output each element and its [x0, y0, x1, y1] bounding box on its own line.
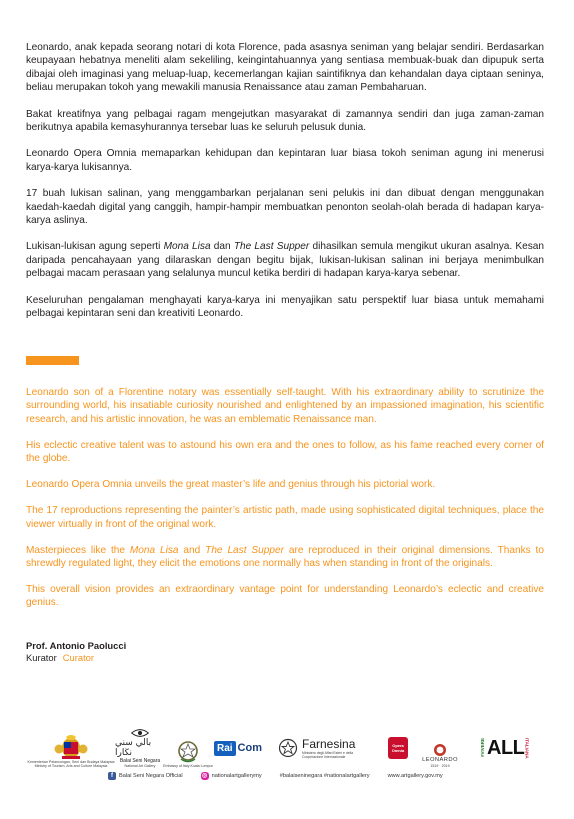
- english-mona-lisa-title: Mona Lisa: [129, 544, 179, 556]
- malay-p5-before: Lukisan-lukisan agung seperti: [26, 241, 164, 253]
- english-p5-after: are reproduced in their original dimensions. Thanks to shrewdly regulated light, they elicit the emotions one normally has when standing in front of the originals.: [26, 544, 544, 570]
- facebook-icon: f: [108, 772, 116, 780]
- malay-paragraph-2: Bakat kreatifnya yang pelbagai ragam mengejutkan masyarakat di zamannya sendiri dan juga zaman-zaman berikutnya apabila kemasyhurannya tersebar luas ke seluruh pelusuk dunia.: [26, 108, 544, 134]
- ministry-logo: [27, 728, 115, 768]
- malaysia-crest-icon: [54, 734, 88, 760]
- ministry-caption-2: Ministry of Tourism, Arts and Culture Malaysia: [34, 764, 108, 768]
- italian-emblem-logo: [163, 728, 213, 768]
- footer-instagram[interactable]: [201, 772, 262, 780]
- malay-p5-and: dan: [210, 241, 234, 253]
- footer-facebook[interactable]: [108, 772, 183, 780]
- farnesina-emblem-icon: [278, 737, 298, 759]
- italiana-text: ITALIANA: [524, 737, 530, 759]
- raicom-rai: Rai: [214, 741, 236, 756]
- facebook-label: Balai Seni Negara Official: [119, 773, 183, 779]
- instagram-label: nationalartgallerymy: [211, 773, 262, 779]
- malay-last-supper-title: The Last Supper: [233, 241, 310, 253]
- signature-role: [26, 652, 126, 664]
- vivere-all-italiana-logo: [480, 728, 550, 768]
- english-paragraph-2: His eclectic creative talent was to astound his own era and the ones to follow, as his fame reached every corner of the globe.: [26, 439, 544, 465]
- footer-hashtags: [280, 773, 370, 779]
- ministry-caption-1: Kementerian Pelancongan, Seni dan Budaya Malaysia: [27, 760, 115, 764]
- english-last-supper-title: The Last Supper: [205, 544, 284, 556]
- farnesina-logo: [278, 728, 372, 768]
- english-p5-before: Masterpieces like the: [26, 544, 130, 556]
- malay-paragraph-1: Leonardo, anak kepada seorang notari di kota Florence, pada asasnya seniman yang belajar sendiri. Berdasarkan keupayaan hebatnya meneliti alam sekeliling, keingintahuannya yang sentiasa membuak-buak dan dipupuk serta dibajai oleh imaginasi yang meluap-luap, kecemerlangan kajian saintifiknya dan kehandalan daya ciptaan seninya, beliau merupakan tokoh yang mewakili manusia Renaissance atau zaman Pembaharuan.: [26, 42, 544, 94]
- balai-seni-eye-icon: [129, 728, 151, 738]
- raicom-wordmark: [214, 741, 262, 756]
- leonardo-500-logo: [420, 728, 460, 768]
- farnesina-name: Farnesina: [302, 737, 356, 751]
- bsn-name: Balai Seni Negara: [119, 758, 161, 764]
- opera-omnia-badge: Opera Omnia: [388, 737, 408, 759]
- malay-mona-lisa-title: Mona Lisa: [163, 241, 211, 253]
- malay-paragraph-3: Leonardo Opera Omnia memaparkan kehidupan dan kepintaran luar biasa tokoh seniman agung ini menerusi karya-karya lukisannya.: [26, 148, 544, 173]
- signature-block: [26, 640, 126, 665]
- malay-paragraph-6: Keseluruhan pengalaman menghayati karya-karya ini menyajikan satu perspektif luar biasa untuk memahami pelbagai kepintaran seni dan kreativiti Leonardo.: [26, 294, 544, 320]
- hashtags-label: #balaiseninegara #nationalartgallery: [279, 773, 370, 779]
- english-paragraph-5: [26, 544, 544, 571]
- bsn-script: بالي سني نڬارا: [115, 738, 152, 758]
- opera-omnia-logo: [386, 728, 410, 768]
- english-paragraph-6: This overall vision provides an extraordinary vantage point for understanding Leonardo’s eclectic and creative genius.: [26, 584, 544, 609]
- all-text: ALL: [487, 736, 525, 759]
- leonardo-name: LEONARDO: [422, 757, 458, 763]
- role-english: Curator: [62, 652, 95, 664]
- italian-emblem-icon: [177, 740, 199, 764]
- embassy-caption: Embassy of Italy Kuala Lumpur: [163, 764, 213, 768]
- raicom-com: Com: [237, 742, 262, 754]
- english-p5-and: and: [178, 544, 206, 556]
- website-label: www.artgallery.gov.my: [387, 773, 443, 779]
- vivere-text: #VIVERE: [480, 738, 485, 758]
- english-section: [26, 386, 544, 622]
- footer-social: [108, 771, 461, 781]
- leonardo-years: 1519 · 2019: [430, 764, 450, 768]
- farnesina-text: [302, 737, 368, 759]
- role-malay: Kurator: [26, 652, 57, 664]
- leonardo-medallion-icon: [430, 743, 450, 757]
- english-paragraph-1: Leonardo son of a Florentine notary was essentially self-taught. With his extraordinary ability to scrutinize the surrounding world, his insatiable curiosity nourished and enlightened by an impassioned imagination, his scientific research, and his artistic innovation, he was an emblematic Renaissance man.: [26, 387, 544, 425]
- malay-paragraph-4: 17 buah lukisan salinan, yang menggambarkan perjalanan seni pelukis ini dan dibuat dengan menggunakan kaedah-kaedah digital yang canggih, hampir-hampir membuatkan penonton seolah-olah berada di hadapan karya-karya aslinya.: [26, 188, 544, 227]
- malay-paragraph-5: [26, 240, 544, 280]
- footer-website[interactable]: [388, 773, 443, 779]
- instagram-icon: ◎: [202, 773, 208, 779]
- balai-seni-negara-logo: [115, 728, 165, 768]
- partner-logos: [27, 728, 550, 768]
- bsn-sub: National Art Gallery: [124, 764, 156, 768]
- malay-p5-after: dihasilkan semula mengikut ukuran asalnya. Kesan daripada pencahayaan yang dilaraskan dengan begitu bijak, lukisan-lukisan salinan ini berjaya menimbulkan pelbagai macam perasaan yang selalunya muncul ketika berdiri di hadapan karya-karya sebenar.: [26, 241, 545, 280]
- english-paragraph-4: The 17 reproductions representing the painter’s artistic path, made using sophisticated digital techniques, place the viewer virtually in front of the original work.: [26, 505, 544, 530]
- malay-section: [26, 41, 544, 334]
- orange-divider-bar: [26, 356, 79, 365]
- english-paragraph-3: Leonardo Opera Omnia unveils the great master’s life and genius through his pictorial work.: [26, 479, 436, 491]
- farnesina-caption: Ministero degli Affari Esteri e della Cooperazione Internazionale: [302, 751, 354, 759]
- signature-name: Prof. Antonio Paolucci: [26, 640, 127, 651]
- raicom-logo: [212, 728, 264, 768]
